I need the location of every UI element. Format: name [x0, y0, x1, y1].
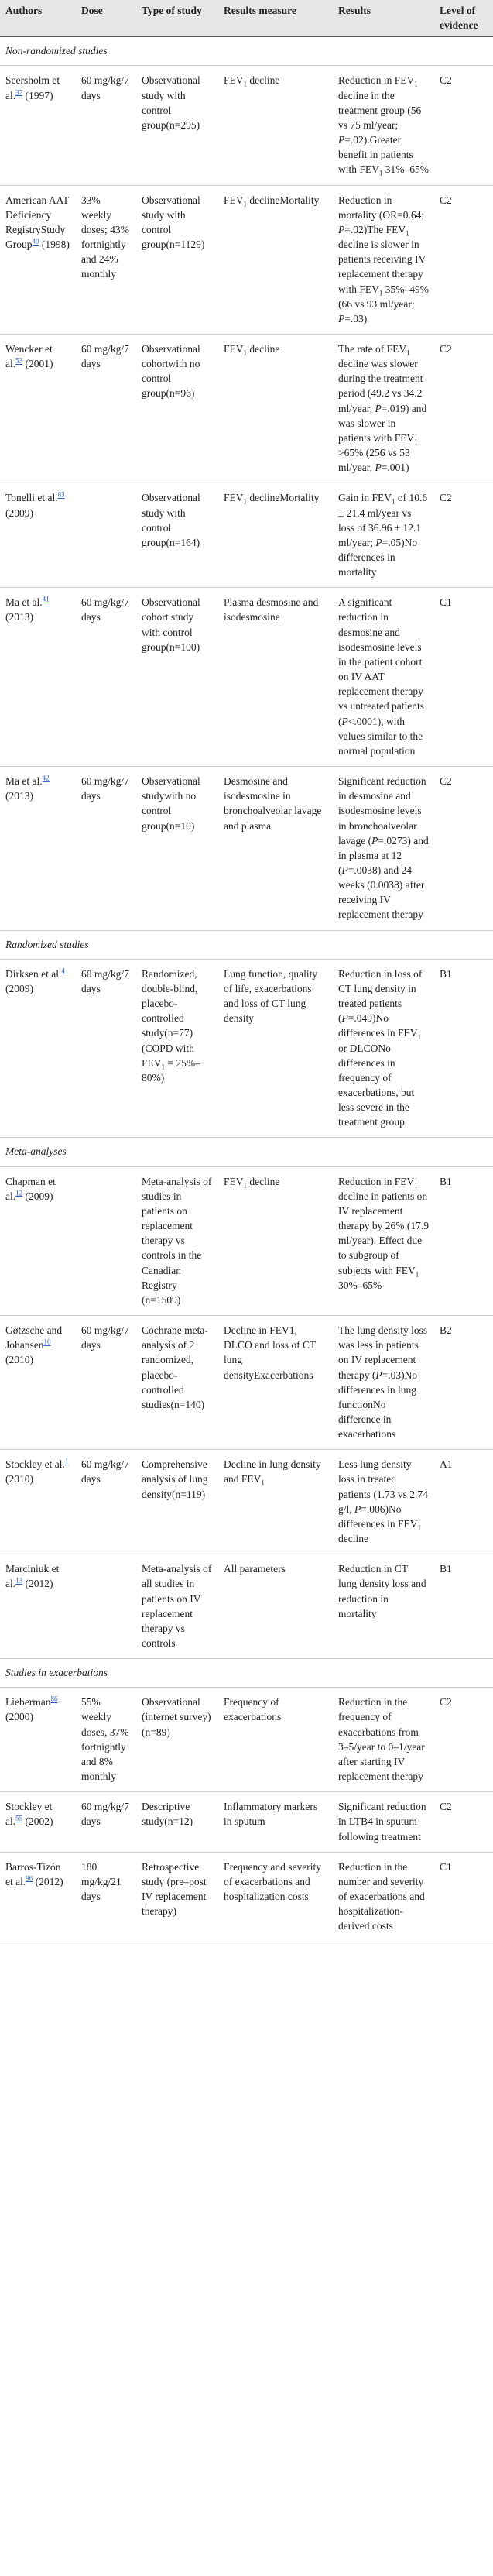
cell-text: =.001) [381, 462, 409, 474]
section-title: Non-randomized studies [0, 36, 493, 66]
cell-text: =.049)No differences in FEV [338, 1012, 418, 1039]
cell-text: Gøtzsche and Johansen [5, 1324, 63, 1352]
cell-text: Ma et al. [5, 596, 43, 609]
cell-study-type [136, 1554, 218, 1659]
cell-text: Stockley et al. [5, 1458, 65, 1471]
section-row [0, 930, 493, 959]
cell-text: 60 mg/kg/7 days [81, 967, 129, 994]
cell-study-type [136, 588, 218, 767]
cell-study-type [136, 185, 218, 334]
cell-level-of-evidence: C1 [434, 588, 493, 767]
cell-text: =.006)No differences in FEV [338, 1503, 418, 1530]
citation-link[interactable]: 42 [42, 774, 50, 782]
header-dose: Dose [76, 0, 136, 36]
italic-text: P [341, 715, 348, 727]
cell-text: Seersholm et al. [5, 74, 60, 101]
cell-study-type [136, 334, 218, 483]
cell-authors [0, 1166, 76, 1315]
subscript-text: 1 [261, 1479, 265, 1488]
cell-results-measure [218, 1688, 333, 1792]
citation-link[interactable]: 4 [61, 967, 65, 975]
cell-text: Reduction in CT lung density loss and reduction in mortality [338, 1563, 426, 1619]
cell-level-of-evidence: B1 [434, 1554, 493, 1659]
cell-text: =.0273) and in plasma at 12 ( [338, 834, 429, 876]
cell-level-of-evidence: C2 [434, 483, 493, 588]
subscript-text: 1 [414, 81, 418, 89]
cell-text: 60 mg/kg/7 days [81, 1801, 129, 1828]
subscript-text: 1 [243, 349, 248, 357]
cell-text: FEV [224, 342, 244, 355]
cell-text: (2013) [5, 790, 33, 802]
cell-text: decline in the treatment group (56 vs 75 ml/year; [338, 89, 422, 131]
cell-text: declineMortality [247, 492, 320, 504]
citation-link[interactable]: 40 [32, 237, 39, 246]
cell-text: =.03)No differences in lung functionNo difference in exacerbations [338, 1369, 418, 1441]
cell-text: Lieberman [5, 1696, 51, 1709]
cell-dose [76, 334, 136, 483]
cell-results-measure [218, 1316, 333, 1450]
cell-text: A significant reduction in desmosine and isodesmosine levels in the patient cohort on IV AAT replacement therapy vs untreated patients ( [338, 596, 424, 727]
citation-link[interactable]: 83 [57, 490, 65, 499]
cell-text: Desmosine and isodesmosine in bronchoalveolar lavage and plasma [224, 775, 322, 832]
cell-study-type [136, 1688, 218, 1792]
cell-authors [0, 1852, 76, 1942]
citation-link[interactable]: 1 [64, 1457, 69, 1465]
citation-link[interactable]: 53 [15, 356, 23, 365]
cell-text: 60 mg/kg/7 days [81, 342, 129, 370]
cell-dose [76, 588, 136, 767]
cell-text: FEV [224, 194, 244, 206]
cell-results-measure [218, 1554, 333, 1659]
table-row [0, 959, 493, 1138]
cell-text: Retrospective study (pre–post IV replacement therapy) [142, 1860, 207, 1918]
subscript-text: 1 [243, 200, 248, 208]
cell-study-type [136, 1852, 218, 1942]
cell-text: =.0038) and 24 weeks (0.0038) after receiving IV replacement therapy [338, 864, 425, 921]
italic-text: P [354, 1503, 361, 1515]
cell-study-type [136, 1316, 218, 1450]
cell-text: Observational study with control group(n=164) [142, 492, 200, 548]
cell-results [333, 1316, 434, 1450]
italic-text: P [371, 834, 378, 847]
cell-text: 180 mg/kg/21 days [81, 1860, 122, 1903]
table-row [0, 66, 493, 185]
cell-text: Significant reduction in LTB4 in sputum following treatment [338, 1801, 426, 1843]
citation-link[interactable]: 41 [42, 595, 50, 603]
cell-text: Stockley et al. [5, 1801, 53, 1828]
cell-text: Lung function, quality of life, exacerbations and loss of CT lung density [224, 967, 318, 1025]
cell-level-of-evidence: B2 [434, 1316, 493, 1450]
subscript-text: 1 [417, 1523, 421, 1532]
table-row [0, 185, 493, 334]
citation-link[interactable]: 96 [26, 1874, 33, 1883]
cell-results [333, 1852, 434, 1942]
cell-text: (2012) [33, 1875, 63, 1887]
cell-text: FEV [224, 1175, 244, 1187]
cell-results [333, 959, 434, 1138]
cell-text: Barros-Tizón et al. [5, 1860, 61, 1887]
cell-study-type [136, 959, 218, 1138]
cell-level-of-evidence: B1 [434, 1166, 493, 1315]
cell-authors [0, 1688, 76, 1792]
cell-text: FEV [224, 74, 244, 87]
cell-authors [0, 1316, 76, 1450]
subscript-text: 1 [406, 349, 410, 357]
subscript-text: 1 [243, 81, 248, 89]
italic-text: P [375, 462, 382, 474]
cell-text: decline in patients on IV replacement therapy by 26% (17.9 ml/year). Effect due to subgroup of subjects with FEV [338, 1190, 429, 1276]
table-row [0, 767, 493, 931]
cell-text: (2013) [5, 611, 33, 623]
cell-text: =.02)The FEV [344, 223, 406, 235]
cell-text: Gain in FEV [338, 492, 392, 504]
cell-text: declineMortality [247, 194, 320, 206]
cell-authors [0, 185, 76, 334]
cell-dose [76, 1852, 136, 1942]
cell-results-measure [218, 185, 333, 334]
cell-authors [0, 66, 76, 185]
italic-text: P [338, 223, 345, 235]
cell-text: Observational (internet survey)(n=89) [142, 1696, 211, 1738]
section-row [0, 1659, 493, 1688]
italic-text: P [338, 134, 345, 146]
cell-text: Reduction in FEV [338, 1175, 415, 1187]
cell-text: Reduction in loss of CT lung density in treated patients ( [338, 967, 423, 1025]
cell-text: Marciniuk et al. [5, 1563, 60, 1590]
cell-authors [0, 334, 76, 483]
cell-text: Reduction in mortality (OR=0.64; [338, 194, 425, 221]
cell-level-of-evidence: C2 [434, 767, 493, 931]
cell-text: Observational cohortwith no control group(n=96) [142, 342, 200, 400]
subscript-text: 1 [414, 438, 418, 446]
cell-text: decline [247, 342, 280, 355]
cell-text: (2002) [22, 1815, 53, 1828]
citation-link[interactable]: 86 [50, 1695, 58, 1703]
cell-text: (1998) [39, 239, 70, 251]
header-study-type: Type of study [136, 0, 218, 36]
cell-dose [76, 1554, 136, 1659]
cell-text: decline [247, 74, 280, 87]
citation-link[interactable]: 55 [15, 1814, 23, 1822]
header-authors: Authors [0, 0, 76, 36]
cell-results [333, 66, 434, 185]
table-header [0, 0, 493, 36]
cell-text: Inflammatory markers in sputum [224, 1801, 318, 1828]
cell-text: (2001) [22, 358, 53, 370]
cell-text: Observational studywith no control group(n=10) [142, 775, 200, 832]
subscript-text: 1 [378, 170, 383, 178]
cell-text: (2009) [5, 507, 33, 519]
cell-text: or DLCONo differences in frequency of exacerbations, but less severe in the treatment group [338, 1042, 415, 1128]
subscript-text: 1 [417, 1033, 421, 1042]
cell-text: 33% weekly doses; 43% fortnightly and 24% monthly [81, 194, 129, 280]
cell-text: decline [247, 1175, 280, 1187]
subscript-text: 1 [392, 498, 395, 507]
cell-text: Cochrane meta-analysis of 2 randomized, placebo-controlled studies(n=140) [142, 1324, 208, 1410]
cell-authors [0, 1792, 76, 1852]
subscript-text: 1 [378, 289, 383, 297]
cell-text: Meta-analysis of studies in patients on replacement therapy vs controls in the Canadian Registry (n=1509) [142, 1175, 212, 1306]
cell-text: Reduction in FEV [338, 74, 415, 87]
table-row [0, 1554, 493, 1659]
subscript-text: 1 [406, 229, 409, 238]
cell-results [333, 483, 434, 588]
cell-text: Tonelli et al. [5, 492, 58, 504]
cell-text: 60 mg/kg/7 days [81, 1458, 129, 1485]
citation-link[interactable]: 12 [15, 1189, 23, 1197]
cell-text: >65% (256 vs 53 ml/year, [338, 447, 410, 474]
cell-text: Chapman et al. [5, 1175, 56, 1202]
cell-text: 31%–65% [382, 163, 430, 176]
subscript-text: 1 [243, 498, 248, 507]
cell-text: (2012) [22, 1578, 53, 1590]
cell-text: 60 mg/kg/7 days [81, 775, 129, 802]
citation-link[interactable]: 13 [15, 1576, 23, 1585]
cell-text: The lung density loss was less in patients on IV replacement therapy ( [338, 1324, 428, 1381]
cell-text: Decline in FEV1, DLCO and loss of CT lung densityExacerbations [224, 1324, 317, 1381]
cell-level-of-evidence: C2 [434, 1792, 493, 1852]
cell-results [333, 1166, 434, 1315]
cell-text: Observational cohort study with control group(n=100) [142, 596, 200, 653]
section-row [0, 1138, 493, 1166]
cell-level-of-evidence: C2 [434, 185, 493, 334]
cell-text: Plasma desmosine and isodesmosine [224, 596, 319, 623]
cell-text: Decline in lung density and FEV [224, 1458, 321, 1485]
cell-text: All parameters [224, 1563, 286, 1575]
cell-text: Frequency and severity of exacerbations and hospitalization costs [224, 1860, 321, 1903]
cell-text: =.019) and was slower in patients with FEV [338, 402, 427, 444]
italic-text: P [375, 536, 382, 548]
cell-text: American AAT Deficiency RegistryStudy Group [5, 194, 69, 251]
cell-text: Reduction in the number and severity of exacerbations and hospitalization-derived costs [338, 1860, 425, 1932]
cell-dose [76, 1792, 136, 1852]
subscript-text: 1 [161, 1063, 166, 1071]
cell-study-type [136, 1792, 218, 1852]
cell-study-type [136, 1450, 218, 1554]
header-row [0, 0, 493, 36]
cell-text: Dirksen et al. [5, 967, 62, 980]
table-row [0, 1450, 493, 1554]
cell-authors [0, 588, 76, 767]
italic-text: P [375, 1369, 382, 1381]
cell-text: Reduction in the frequency of exacerbations from 3–5/year to 0–1/year after starting IV replacement therapy [338, 1696, 425, 1783]
cell-results-measure [218, 767, 333, 931]
table-body [0, 36, 493, 1942]
italic-text: P [341, 864, 348, 876]
cell-text: =.05)No differences in mortality [338, 536, 418, 579]
section-title: Randomized studies [0, 930, 493, 959]
cell-results-measure [218, 1792, 333, 1852]
table-row [0, 483, 493, 588]
cell-text: decline is slower in patients receiving IV replacement therapy with FEV [338, 239, 426, 295]
cell-dose [76, 1450, 136, 1554]
cell-results [333, 1554, 434, 1659]
cell-authors [0, 1554, 76, 1659]
cell-text: Observational study with control group(n=295) [142, 74, 200, 131]
cell-results [333, 767, 434, 931]
cell-study-type [136, 483, 218, 588]
italic-text: P [341, 1012, 348, 1025]
cell-text: Comprehensive analysis of lung density(n=119) [142, 1458, 208, 1500]
subscript-text: 1 [415, 1270, 419, 1279]
cell-text: Descriptive study(n=12) [142, 1801, 193, 1828]
cell-results-measure [218, 1166, 333, 1315]
cell-dose [76, 1166, 136, 1315]
cell-dose [76, 483, 136, 588]
cell-results [333, 1792, 434, 1852]
cell-text: Meta-analysis of all studies in patients on IV replacement therapy vs controls [142, 1563, 212, 1649]
cell-study-type [136, 767, 218, 931]
citation-link[interactable]: 37 [15, 88, 23, 97]
cell-results-measure [218, 959, 333, 1138]
cell-level-of-evidence: C1 [434, 1852, 493, 1942]
table-row [0, 1688, 493, 1792]
cell-text: (2010) [5, 1473, 33, 1485]
subscript-text: 1 [414, 1181, 418, 1190]
cell-text: 35%–49% (66 vs 93 ml/year; [338, 283, 430, 310]
cell-text: Frequency of exacerbations [224, 1696, 282, 1723]
cell-results-measure [218, 334, 333, 483]
italic-text: P [338, 312, 345, 325]
table-row [0, 588, 493, 767]
italic-text: P [375, 402, 382, 414]
cell-authors [0, 483, 76, 588]
section-title: Studies in exacerbations [0, 1659, 493, 1688]
table-row [0, 1852, 493, 1942]
cell-study-type [136, 66, 218, 185]
header-results-measure: Results measure [218, 0, 333, 36]
table-row [0, 1166, 493, 1315]
cell-level-of-evidence: C2 [434, 334, 493, 483]
cell-dose [76, 185, 136, 334]
section-title: Meta-analyses [0, 1138, 493, 1166]
table-row [0, 334, 493, 483]
cell-results [333, 334, 434, 483]
cell-level-of-evidence: A1 [434, 1450, 493, 1554]
cell-text: FEV [224, 492, 244, 504]
header-level-of-evidence: Level of evidence [434, 0, 493, 36]
cell-level-of-evidence: B1 [434, 959, 493, 1138]
cell-results-measure [218, 1852, 333, 1942]
cell-results-measure [218, 1450, 333, 1554]
cell-results [333, 185, 434, 334]
cell-text: Less lung density loss in treated patients (1.73 vs 2.74 g/l, [338, 1458, 428, 1515]
cell-text: Ma et al. [5, 775, 43, 788]
cell-authors [0, 1450, 76, 1554]
cell-text: (2010) [5, 1354, 33, 1366]
cell-text: 60 mg/kg/7 days [81, 596, 129, 623]
cell-text: of 10.6 ± 21.4 ml/year vs loss of 36.96 ± 12.1 ml/year; [338, 492, 428, 548]
cell-dose [76, 767, 136, 931]
cell-text: decline [338, 1533, 368, 1545]
cell-text: (2009) [5, 982, 33, 994]
cell-text: (2000) [5, 1711, 33, 1723]
cell-text: 60 mg/kg/7 days [81, 1324, 129, 1352]
subscript-text: 1 [243, 1181, 248, 1190]
cell-level-of-evidence: C2 [434, 66, 493, 185]
header-results: Results [333, 0, 434, 36]
cell-text: 55% weekly doses, 37% fortnightly and 8% monthly [81, 1696, 129, 1783]
cell-text: = 25%–80%) [142, 1056, 200, 1084]
table-row [0, 1792, 493, 1852]
citation-link[interactable]: 10 [43, 1338, 51, 1346]
cell-results-measure [218, 483, 333, 588]
cell-text: =.03) [344, 312, 368, 325]
cell-study-type [136, 1166, 218, 1315]
section-row [0, 36, 493, 66]
cell-results [333, 1450, 434, 1554]
cell-text: =.02).Greater benefit in patients with FEV [338, 134, 413, 176]
cell-text: The rate of FEV [338, 342, 407, 355]
cell-text: (1997) [22, 89, 53, 101]
cell-text: <.0001), with values similar to the normal population [338, 715, 423, 757]
cell-dose [76, 959, 136, 1138]
cell-text: Observational study with control group(n=1129) [142, 194, 205, 251]
cell-text: Wencker et al. [5, 342, 53, 370]
cell-text: (2009) [22, 1190, 53, 1202]
cell-text: Significant reduction in desmosine and isodesmosine levels in bronchoalveolar lavage ( [338, 775, 426, 847]
cell-dose [76, 1688, 136, 1792]
cell-text: Randomized, double-blind, placebo-controlled study(n=77) (COPD with FEV [142, 967, 198, 1069]
cell-dose [76, 66, 136, 185]
cell-text: 60 mg/kg/7 days [81, 74, 129, 101]
cell-results-measure [218, 66, 333, 185]
cell-results [333, 588, 434, 767]
cell-dose [76, 1316, 136, 1450]
cell-results-measure [218, 588, 333, 767]
cell-authors [0, 767, 76, 931]
cell-authors [0, 959, 76, 1138]
cell-text: 30%–65% [338, 1279, 382, 1291]
cell-results [333, 1688, 434, 1792]
cell-level-of-evidence: C2 [434, 1688, 493, 1792]
table-row [0, 1316, 493, 1450]
cell-text: decline was slower during the treatment period (49.2 vs 34.2 ml/year, [338, 358, 423, 414]
